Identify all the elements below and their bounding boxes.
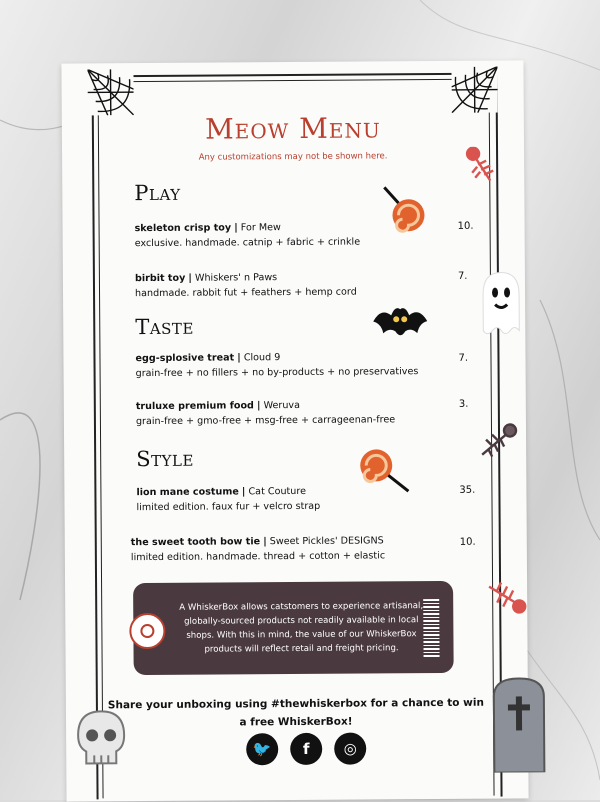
item-description: grain-free + no fillers + no by-products + no preservatives [136,366,419,379]
info-banner [133,581,454,675]
lollipop-icon [356,447,412,495]
item-name: the sweet tooth bow tie [131,536,260,548]
item-brand: Weruva [264,400,300,411]
share-line-2: a free WhiskerBox! [106,712,486,733]
item-name: lion mane costume [136,486,238,498]
item-brand: For Mew [241,222,281,233]
item-separator: | [237,352,241,363]
spiderweb-icon [87,69,133,115]
ghost-icon [477,270,525,340]
menu-item [135,269,435,301]
bat-icon [371,301,429,343]
item-separator: | [234,222,238,233]
share-message [106,694,486,733]
item-name: truluxe premium food [136,400,254,412]
menu-item [135,349,435,381]
item-description: handmade. rabbit fut + feathers + hemp cord [135,287,357,300]
item-price: 7. [458,271,468,282]
skull-icon [72,707,130,769]
item-name: egg-splosive treat [135,352,234,364]
menu-item [136,397,436,429]
section-heading-style: Style [136,447,194,471]
item-separator: | [188,273,192,284]
item-price: 7. [458,353,468,364]
item-description: limited edition. handmade. thread + cotton + elastic [131,550,385,563]
facebook-icon[interactable]: f [290,733,322,765]
share-line-1: Share your unboxing using #thewhiskerbox for a chance to win [106,694,486,715]
lollipop-icon [380,185,428,235]
item-name: skeleton crisp toy [135,222,232,234]
barcode-icon [423,599,439,657]
fish-skeleton-icon [476,422,520,462]
item-separator: | [257,400,261,411]
section-heading-play: Play [134,181,180,205]
menu-title: Meow Menu [62,110,524,146]
item-price: 10. [458,221,474,232]
item-separator: | [263,536,267,547]
banner-text: A WhiskerBox allows catstomers to experience artisanal, globally-sourced products not readily available in local shops. With this in mind, the value of our WhiskerBox products will reflect retail and freight pricing. [177,599,425,657]
item-price: 35. [459,485,475,496]
item-price: 3. [459,399,469,410]
fish-skeleton-icon [483,580,527,616]
item-brand: Cloud 9 [244,352,281,363]
tombstone-icon [492,676,547,772]
item-price: 10. [460,537,476,548]
menu-card [61,60,528,801]
menu-subtitle: Any customizations may not be shown here. [62,150,524,163]
item-brand: Sweet Pickles' DESIGNS [270,535,384,547]
item-description: exclusive. handmade. catnip + fabric + crinkle [135,237,360,250]
item-brand: Whiskers' n Paws [195,272,277,284]
fish-skeleton-icon [464,147,496,187]
menu-item [131,533,431,565]
item-brand: Cat Couture [248,486,306,497]
instagram-icon[interactable]: ◎ [334,733,366,765]
section-heading-taste: Taste [135,315,194,339]
twitter-icon[interactable]: 🐦 [246,733,278,765]
spiderweb-icon [451,67,497,113]
tag-icon [127,611,167,651]
item-separator: | [242,486,246,497]
item-description: limited edition. faux fur + velcro strap [136,501,320,513]
item-description: grain-free + gmo-free + msg-free + carrageenan-free [136,414,395,427]
item-name: birbit toy [135,273,185,284]
